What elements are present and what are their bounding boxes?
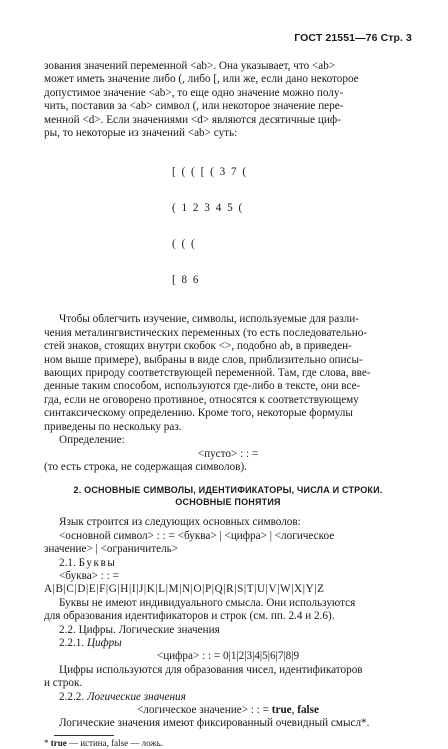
basic-symbol-line-2: значение> | <ограничитель> — [44, 543, 179, 556]
example-line-2: ( 1 2 3 4 5 ( — [172, 202, 244, 215]
example-values — [172, 142, 412, 310]
example-line-4: [ 8 6 — [172, 274, 201, 287]
section-2-2-2-title: Логические значения — [86, 690, 186, 703]
empty-note: (то есть строка, не содержащая символов). — [44, 460, 247, 473]
false-keyword: false — [297, 704, 319, 716]
footnote-true: true — [50, 737, 67, 748]
section-2-1-heading — [44, 557, 412, 570]
para1-line-6: ры, то некоторые из значений <ab> суть: — [44, 127, 238, 140]
section-2-1-number: 2.1. — [59, 556, 76, 569]
letter-definition: <буква> : : = — [59, 569, 119, 582]
footnote — [44, 738, 412, 749]
section-2-2-1-number: 2.2.1. — [59, 636, 85, 649]
para2-line-8: синтаксическому определению. Кроме того, некоторые формулы — [44, 407, 353, 420]
basic-symbol-line-1: <основной символ> : : = <буква> | <цифра> | <логическое — [59, 529, 335, 542]
example-line-3: ( ( ( — [172, 238, 197, 251]
section-2-heading — [44, 484, 412, 508]
section-2-2-1-title: Цифры — [86, 636, 122, 649]
para1-line-2: может иметь значение либо (, либо [, или же, если дано некоторое — [44, 73, 359, 86]
digits-note-line-1: Цифры используются для образования чисел, идентификаторов — [59, 663, 363, 676]
section-2-heading-line-1: 2. ОСНОВНЫЕ СИМВОЛЫ, ИДЕНТИФИКАТОРЫ, ЧИСЛА И СТРОКИ. — [73, 485, 383, 496]
section-2-1-title: Буквы — [78, 556, 117, 569]
true-keyword: true — [271, 704, 292, 716]
example-line-1: [ ( ( [ ( 3 7 ( — [172, 166, 248, 179]
section-2-2-2-heading — [44, 691, 412, 704]
para2-line-3: стей знаков, стоящих внутри скобок <>, подобно ab, в приведен- — [44, 340, 352, 353]
para2-line-1: Чтобы облегчить изучение, символы, используемые для разли- — [59, 313, 359, 326]
letters-note-line-2: для образования идентификаторов и строк (см. пп. 2.4 и 2.6). — [44, 610, 335, 623]
para2-line-7: гда, если не оговорено противное, относятся к соответствующему — [44, 393, 359, 406]
logical-note: Логические значения имеют фиксированный очевидный смысл*. — [59, 717, 370, 730]
section-2-heading-line-2: ОСНОВНЫЕ ПОНЯТИЯ — [175, 497, 281, 508]
footnote-mark: * — [44, 737, 49, 748]
para2-line-5: вающих природу соответствующей переменной. Там, где слова, вве- — [44, 367, 371, 380]
footnote-rule — [54, 735, 114, 736]
para2-line-2: чения металингвистических переменных (то есть последовательно- — [44, 326, 368, 339]
document-body — [44, 60, 412, 749]
para1-line-3: допустимое значение <ab>, то еще одно значение можно полу- — [44, 86, 344, 99]
page-header: ГОСТ 21551—76 Стр. 3 — [294, 32, 412, 44]
para2-line-6: денные таким способом, используются где-либо в тексте, они все- — [44, 380, 361, 393]
section-2-2-2-number: 2.2.2. — [59, 690, 85, 703]
para1-line-1: зования значений переменной <ab>. Она указывает, что <ab> — [44, 60, 336, 72]
empty-definition: <пусто> : : = — [197, 447, 259, 460]
digit-definition: <цифра> : : = 0|1|2|3|4|5|6|7|8|9 — [156, 650, 300, 663]
para2-line-9: приведены по нескольку раз. — [44, 420, 182, 433]
letters-list: A|B|C|D|E|F|G|H|I|J|K|L|M|N|O|P|Q|R|S|T|U|V|W|X|Y|Z — [44, 583, 325, 596]
definition-label: Определение: — [59, 434, 125, 447]
separator-comma: , — [291, 704, 295, 716]
section-2-2-1-heading — [44, 637, 412, 650]
digits-note-line-2: и строк. — [44, 677, 83, 690]
para2-line-4: ном выше примере), выбраны в виде слов, приблизительно описы- — [44, 353, 363, 366]
footnote-rest: — истина, false — ложь. — [69, 737, 163, 748]
para1-line-5: менной <d>. Если значениями <d> являются десятичные циф- — [44, 113, 341, 126]
language-intro: Язык строится из следующих основных символов: — [59, 516, 301, 529]
para1-line-4: чить, поставив за <ab> символ (, или некоторое значение пере- — [44, 100, 344, 113]
letters-note-line-1: Буквы не имеют индивидуального смысла. Они используются — [59, 596, 356, 609]
section-2-2-heading: 2.2. Цифры. Логические значения — [59, 623, 220, 636]
logical-definition-lhs: <логическое значение> : : = — [137, 704, 269, 716]
logical-definition — [44, 704, 412, 717]
